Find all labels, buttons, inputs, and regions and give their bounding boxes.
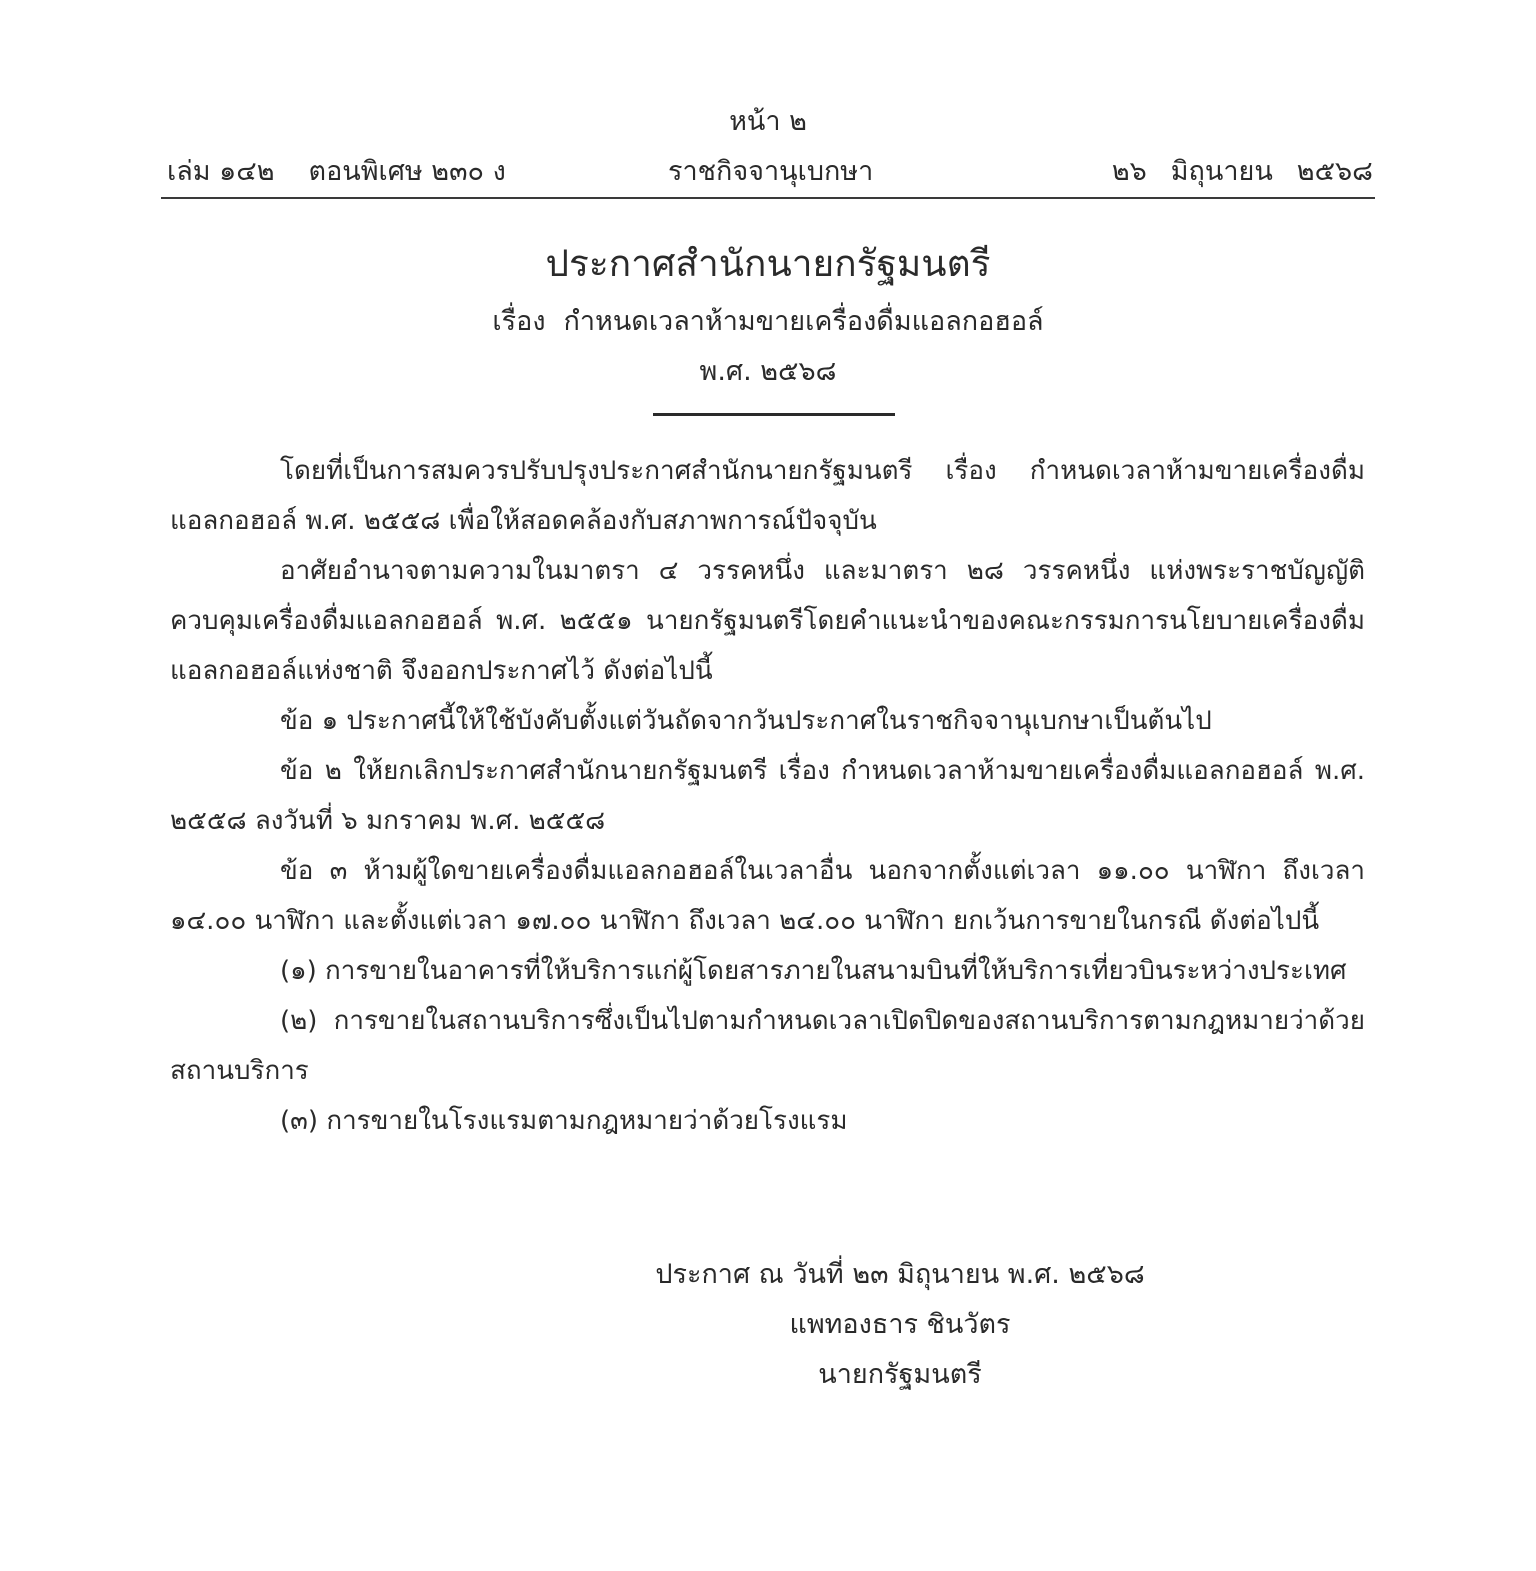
announcement-year: พ.ศ. ๒๕๖๘ (699, 356, 837, 387)
clause-2: ข้อ ๒ ให้ยกเลิกประกาศสำนักนายกรัฐมนตรี เรื่อง กำหนดเวลาห้ามขายเครื่องดื่มแอลกอฮอล์ พ.ศ. ๒๕๕๘ ลงวันที่ ๖ มกราคม พ.ศ. ๒๕๕๘ (170, 756, 1365, 836)
clause-1: ข้อ ๑ ประกาศนี้ให้ใช้บังคับตั้งแต่วันถัดจากวันประกาศในราชกิจจานุเบกษาเป็นต้นไป (280, 706, 1212, 736)
announcement-body (170, 446, 1365, 1146)
signatory-position: นายกรัฐมนตรี (818, 1359, 982, 1390)
exception-1: (๑) การขายในอาคารที่ให้บริการแก่ผู้โดยสารภายในสนามบินที่ให้บริการเที่ยวบินระหว่างประเทศ (280, 956, 1347, 986)
header-date-month: มิถุนายน (1170, 156, 1273, 187)
header-date-day: ๒๖ (1111, 156, 1147, 187)
header-date-year: ๒๕๖๘ (1296, 156, 1373, 187)
exception-2: (๒) การขายในสถานบริการซึ่งเป็นไปตามกำหนดเวลาเปิดปิดของสถานบริการตามกฎหมายว่าด้วยสถานบริการ (170, 1006, 1365, 1086)
subject-text: กำหนดเวลาห้ามขายเครื่องดื่มแอลกอฮอล์ (563, 306, 1044, 337)
clause-3: ข้อ ๓ ห้ามผู้ใดขายเครื่องดื่มแอลกอฮอล์ในเวลาอื่น นอกจากตั้งแต่เวลา ๑๑.๐๐ นาฬิกา ถึงเวลา ๑๔.๐๐ นาฬิกา และตั้งแต่เวลา ๑๗.๐๐ นาฬิกา ถึงเวลา ๒๔.๐๐ นาฬิกา ยกเว้นการขายในกรณี ดังต่อไปนี้ (170, 856, 1365, 936)
authority-paragraph: อาศัยอำนาจตามความในมาตรา ๔ วรรคหนึ่ง และมาตรา ๒๘ วรรคหนึ่ง แห่งพระราชบัญญัติควบคุมเครื่องดื่มแอลกอฮอล์ พ.ศ. ๒๕๕๑ นายกรัฐมนตรีโดยคำแนะนำของคณะกรรมการนโยบายเครื่องดื่มแอลกอฮอล์แห่งชาติ จึงออกประกาศไว้ ดังต่อไปนี้ (170, 556, 1365, 686)
gazette-name: ราชกิจจานุเบกษา (668, 156, 874, 187)
signatory-name: แพทองธาร ชินวัตร (789, 1309, 1011, 1340)
page-number: หน้า ๒ (729, 106, 807, 137)
title-divider (653, 413, 895, 416)
subject-label: เรื่อง (492, 306, 546, 337)
gazette-header (163, 150, 1375, 194)
announcement-title: ประกาศสำนักนายกรัฐมนตรี (545, 242, 991, 285)
preamble-paragraph: โดยที่เป็นการสมควรปรับปรุงประกาศสำนักนายกรัฐมนตรี เรื่อง กำหนดเวลาห้ามขายเครื่องดื่มแอลกอฮอล์ พ.ศ. ๒๕๕๘ เพื่อให้สอดคล้องกับสภาพการณ์ปัจจุบัน (170, 456, 1365, 536)
header-divider (161, 197, 1375, 199)
signature-block (560, 1250, 1240, 1400)
header-left (167, 150, 540, 194)
announcement-subject (0, 300, 1536, 344)
header-date (1088, 150, 1373, 194)
issue-number: ตอนพิเศษ ๒๓๐ ง (308, 156, 506, 187)
exception-3: (๓) การขายในโรงแรมตามกฎหมายว่าด้วยโรงแรม (280, 1106, 848, 1136)
signature-date: ประกาศ ณ วันที่ ๒๓ มิถุนายน พ.ศ. ๒๕๖๘ (655, 1259, 1145, 1290)
volume-number: เล่ม ๑๔๒ (167, 156, 275, 187)
